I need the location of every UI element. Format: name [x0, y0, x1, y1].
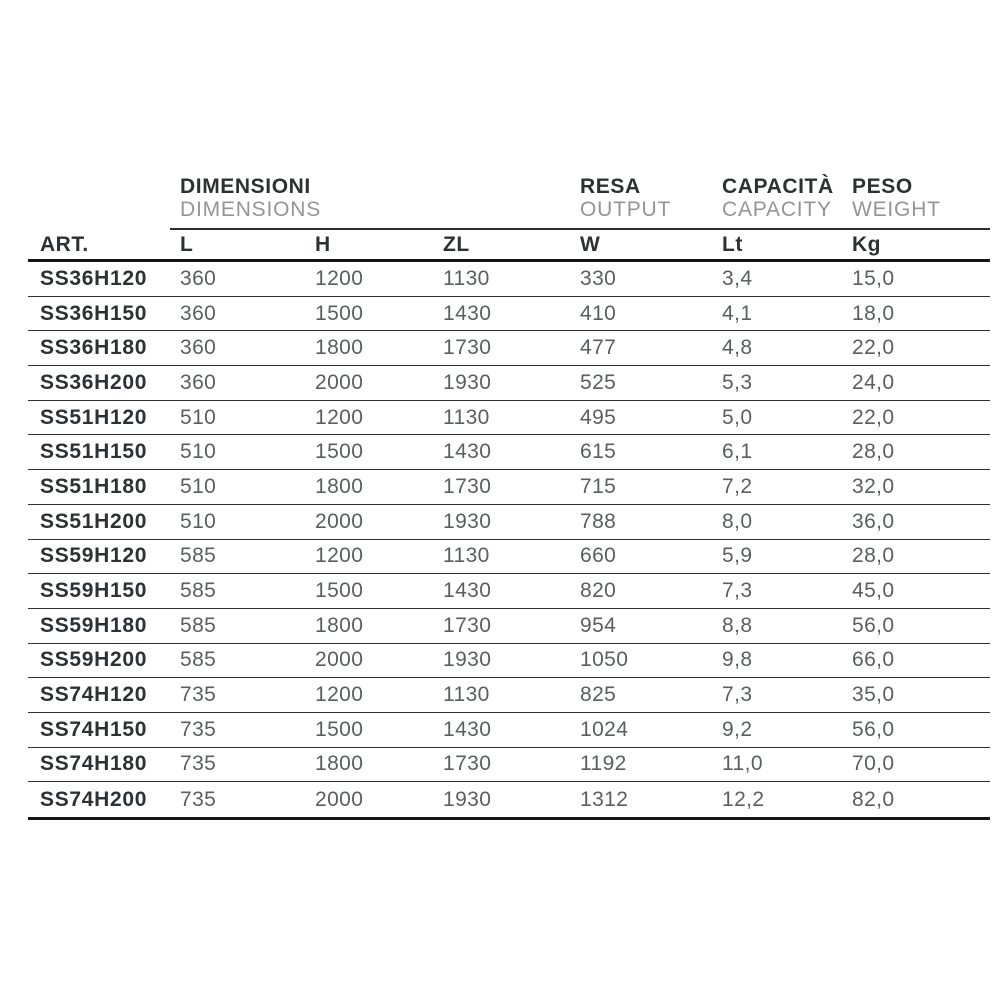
cell-lt: 8,0 [722, 509, 753, 533]
table-row [28, 748, 990, 783]
cell-art: SS74H150 [40, 717, 148, 741]
group-dimensions [180, 175, 580, 222]
cell-w: 615 [580, 440, 617, 464]
cell-art: SS51H150 [40, 440, 148, 464]
cell-lt: 8,8 [722, 613, 753, 637]
cell-zl: 1430 [443, 301, 492, 325]
cell-h: 2000 [315, 648, 364, 672]
cell-l: 360 [180, 336, 217, 360]
cell-w: 330 [580, 266, 617, 290]
table-row [28, 401, 990, 436]
table-row [28, 574, 990, 609]
cell-lt: 9,8 [722, 648, 753, 672]
cell-w: 1312 [580, 787, 629, 811]
cell-h: 1200 [315, 544, 364, 568]
cell-kg: 56,0 [852, 613, 895, 637]
cell-kg: 22,0 [852, 405, 895, 429]
cell-kg: 36,0 [852, 509, 895, 533]
cell-art: SS51H180 [40, 474, 148, 498]
cell-h: 1200 [315, 266, 364, 290]
cell-kg: 32,0 [852, 474, 895, 498]
cell-art: SS51H200 [40, 509, 148, 533]
cell-h: 2000 [315, 509, 364, 533]
cell-w: 477 [580, 336, 617, 360]
cell-l: 585 [180, 613, 217, 637]
cell-w: 1192 [580, 752, 627, 776]
cell-h: 1500 [315, 440, 364, 464]
cell-h: 1200 [315, 405, 364, 429]
cell-h: 1800 [315, 474, 364, 498]
cell-zl: 1130 [443, 266, 490, 290]
cell-zl: 1730 [443, 752, 492, 776]
table-row [28, 782, 990, 817]
cell-w: 820 [580, 579, 617, 603]
table-row [28, 297, 990, 332]
column-header-row [28, 230, 990, 262]
table-row [28, 540, 990, 575]
cell-zl: 1730 [443, 336, 492, 360]
cell-lt: 12,2 [722, 787, 765, 811]
cell-l: 585 [180, 579, 217, 603]
column-header-l: L [180, 232, 194, 256]
cell-zl: 1730 [443, 613, 492, 637]
column-header-lt: Lt [722, 232, 743, 256]
cell-kg: 18,0 [852, 301, 895, 325]
cell-lt: 9,2 [722, 717, 753, 741]
group-header-row [28, 175, 990, 222]
cell-lt: 7,2 [722, 474, 753, 498]
cell-kg: 66,0 [852, 648, 895, 672]
cell-lt: 5,9 [722, 544, 753, 568]
cell-l: 585 [180, 544, 217, 568]
cell-l: 360 [180, 301, 217, 325]
cell-kg: 28,0 [852, 544, 895, 568]
cell-kg: 28,0 [852, 440, 895, 464]
cell-kg: 22,0 [852, 336, 895, 360]
group-capacity-en: CAPACITY [722, 198, 832, 221]
cell-zl: 1930 [443, 370, 492, 394]
table-body [28, 262, 990, 820]
cell-lt: 7,3 [722, 579, 753, 603]
cell-w: 525 [580, 370, 617, 394]
column-header-kg: Kg [852, 232, 881, 256]
cell-h: 1500 [315, 301, 364, 325]
cell-zl: 1130 [443, 405, 490, 429]
group-dimensions-en: DIMENSIONS [180, 198, 322, 221]
table-row [28, 609, 990, 644]
cell-lt: 11,0 [722, 752, 763, 776]
cell-w: 715 [580, 474, 617, 498]
table-row [28, 262, 990, 297]
cell-h: 1500 [315, 717, 364, 741]
cell-l: 510 [180, 440, 217, 464]
cell-kg: 56,0 [852, 717, 895, 741]
cell-h: 1800 [315, 613, 364, 637]
cell-kg: 24,0 [852, 370, 895, 394]
cell-kg: 82,0 [852, 787, 895, 811]
column-header-art: ART. [40, 232, 89, 256]
cell-l: 735 [180, 752, 217, 776]
group-output [580, 175, 722, 222]
cell-w: 825 [580, 683, 617, 707]
cell-l: 735 [180, 787, 217, 811]
cell-l: 510 [180, 474, 217, 498]
cell-h: 1200 [315, 683, 364, 707]
group-dimensions-it: DIMENSIONI [180, 175, 311, 198]
cell-w: 788 [580, 509, 617, 533]
cell-l: 735 [180, 717, 217, 741]
cell-h: 1500 [315, 579, 364, 603]
cell-h: 1800 [315, 752, 364, 776]
group-capacity-it: CAPACITÀ [722, 175, 834, 198]
cell-zl: 1930 [443, 648, 492, 672]
cell-art: SS74H180 [40, 752, 148, 776]
cell-w: 954 [580, 613, 617, 637]
table-row [28, 678, 990, 713]
table-row [28, 644, 990, 679]
cell-w: 410 [580, 301, 617, 325]
cell-zl: 1730 [443, 474, 492, 498]
group-weight-it: PESO [852, 175, 913, 198]
cell-w: 495 [580, 405, 617, 429]
cell-kg: 45,0 [852, 579, 895, 603]
cell-art: SS51H120 [40, 405, 148, 429]
cell-kg: 35,0 [852, 683, 895, 707]
cell-zl: 1130 [443, 683, 490, 707]
cell-lt: 3,4 [722, 266, 753, 290]
cell-art: SS36H200 [40, 370, 148, 394]
column-header-w: W [580, 232, 601, 256]
cell-l: 510 [180, 405, 217, 429]
cell-lt: 4,1 [722, 301, 753, 325]
cell-art: SS74H200 [40, 787, 148, 811]
cell-h: 2000 [315, 787, 364, 811]
cell-l: 360 [180, 266, 217, 290]
cell-l: 510 [180, 509, 217, 533]
cell-h: 2000 [315, 370, 364, 394]
cell-zl: 1430 [443, 579, 492, 603]
cell-kg: 15,0 [852, 266, 895, 290]
cell-art: SS36H180 [40, 336, 148, 360]
table-row [28, 331, 990, 366]
cell-h: 1800 [315, 336, 364, 360]
group-output-en: OUTPUT [580, 198, 672, 221]
group-weight [852, 175, 990, 222]
cell-zl: 1930 [443, 509, 492, 533]
cell-l: 585 [180, 648, 217, 672]
cell-zl: 1430 [443, 717, 492, 741]
cell-lt: 5,0 [722, 405, 753, 429]
cell-zl: 1430 [443, 440, 492, 464]
cell-art: SS59H150 [40, 579, 148, 603]
column-header-zl: ZL [443, 232, 470, 256]
cell-l: 735 [180, 683, 217, 707]
spec-table [28, 175, 990, 820]
table-row [28, 366, 990, 401]
cell-zl: 1930 [443, 787, 492, 811]
cell-lt: 6,1 [722, 440, 753, 464]
table-row [28, 505, 990, 540]
cell-art: SS74H120 [40, 683, 148, 707]
cell-lt: 5,3 [722, 370, 753, 394]
cell-kg: 70,0 [852, 752, 895, 776]
cell-art: SS59H200 [40, 648, 148, 672]
cell-w: 1050 [580, 648, 629, 672]
table-row [28, 435, 990, 470]
cell-l: 360 [180, 370, 217, 394]
cell-zl: 1130 [443, 544, 490, 568]
cell-art: SS36H150 [40, 301, 148, 325]
cell-lt: 4,8 [722, 336, 753, 360]
group-weight-en: WEIGHT [852, 198, 941, 221]
group-output-it: RESA [580, 175, 641, 198]
cell-art: SS36H120 [40, 266, 148, 290]
cell-w: 1024 [580, 717, 629, 741]
table-row [28, 470, 990, 505]
cell-art: SS59H120 [40, 544, 148, 568]
cell-art: SS59H180 [40, 613, 148, 637]
group-capacity [722, 175, 852, 222]
column-header-h: H [315, 232, 331, 256]
cell-w: 660 [580, 544, 617, 568]
table-row [28, 713, 990, 748]
cell-lt: 7,3 [722, 683, 753, 707]
